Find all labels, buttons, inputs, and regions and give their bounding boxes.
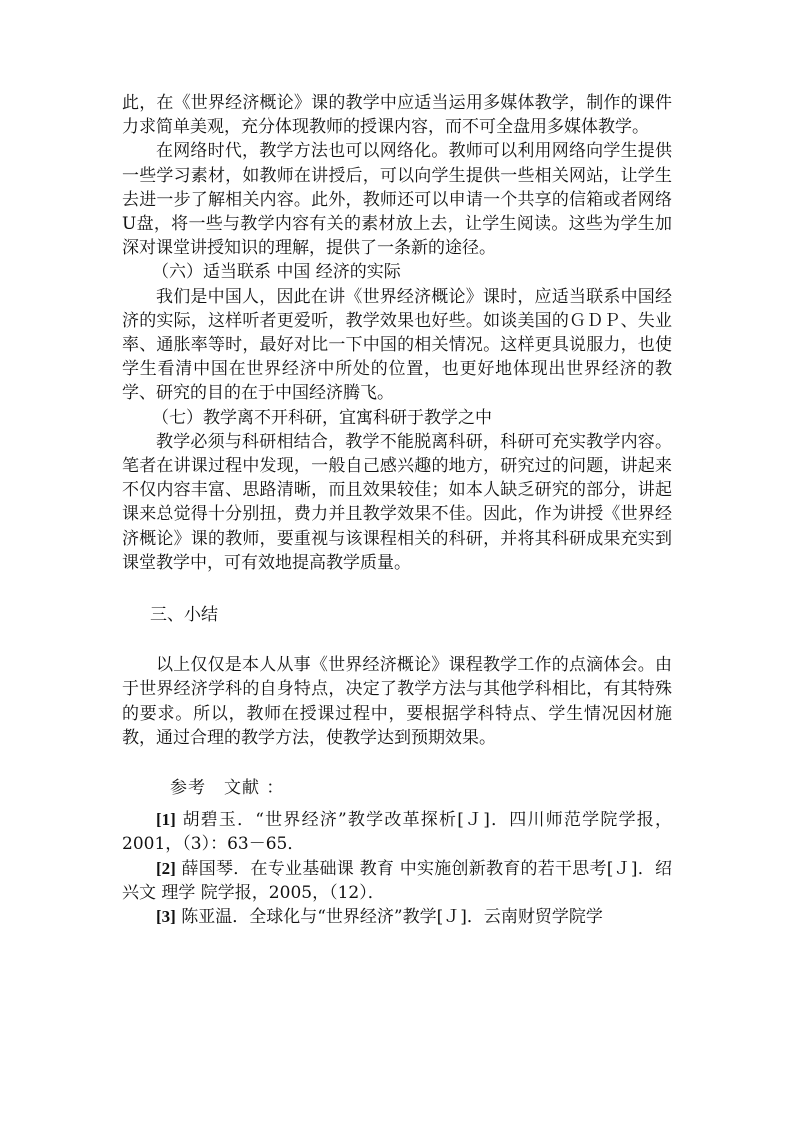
paragraph-network-teaching: 在网络时代，教学方法也可以网络化。教师可以利用网络向学生提供一些学习素材，如教师在讲授后，可以向学生提供一些相关网站，让学生去进一步了解相关内容。此外，教师还可以申请一个共享的信箱或者网络U盘，将一些与教学内容有关的素材放上去，让学生阅读。这些为学生加深对课堂讲授知识的理解，提供了一条新的途径。 (122, 141, 672, 259)
reference-number: [3] (156, 907, 176, 927)
reference-item (122, 857, 672, 905)
paragraph-research: 教学必须与科研相结合，教学不能脱离科研，科研可充实教学内容。笔者在讲课过程中发现，一般自己感兴趣的地方，研究过的问题，讲起来不仅内容丰富、思路清晰，而且效果较佳；如本人缺乏研究的部分，讲起课来总觉得十分别扭，费力并且教学效果不佳。因此，作为讲授《世界经济概论》课的教师，要重视与该课程相关的科研，并将其科研成果充实到课堂教学中，可有效地提高教学质量。 (122, 431, 672, 573)
reference-item (122, 808, 672, 856)
reference-item (122, 905, 672, 929)
subheading-seven: （七）教学离不开科研，宜寓科研于教学之中 (152, 407, 492, 428)
paragraph-summary: 以上仅仅是本人从事《世界经济概论》课程教学工作的点滴体会。由于世界经济学科的自身特点，决定了教学方法与其他学科相比，有其特殊的要求。所以，教师在授课过程中，要根据学科特点、学生情况因材施教，通过合理的教学方法，使教学达到预期效果。 (122, 655, 672, 748)
document-page (122, 91, 672, 929)
references-list (122, 808, 672, 929)
section-heading-summary: 三、小结 (150, 605, 218, 626)
references-title: 参考 文献 ： (170, 778, 285, 799)
reference-text: 陈亚温．全球化与“世界经济”教学[Ｊ]．云南财贸学院学 (175, 907, 603, 928)
reference-text: 薛国琴．在专业基础课 教育 中实施创新教育的若干思考[Ｊ]．绍兴文 理学 院学报，2005，（12）． (122, 858, 672, 903)
subheading-six: （六）适当联系 中国 经济的实际 (152, 262, 401, 283)
reference-text: 胡碧玉．“世界经济”教学改革探析[Ｊ]．四川师范学院学报，2001，（3）：63－65． (122, 810, 672, 855)
reference-number: [2] (156, 858, 176, 878)
paragraph-china-economy: 我们是中国人，因此在讲《世界经济概论》课时，应适当联系中国经济的实际，这样听者更爱听，教学效果也好些。如谈美国的ＧＤＰ、失业率、通胀率等时，最好对比一下中国的相关情况。这样更具说服力，也使学生看清中国在世界经济中所处的位置，也更好地体现出世界经济的教学、研究的目的在于中国经济腾飞。 (122, 286, 672, 404)
paragraph-continuation: 此，在《世界经济概论》课的教学中应适当运用多媒体教学，制作的课件力求简单美观，充分体现教师的授课内容，而不可全盘用多媒体教学。 (122, 93, 672, 138)
reference-number: [1] (156, 810, 176, 830)
